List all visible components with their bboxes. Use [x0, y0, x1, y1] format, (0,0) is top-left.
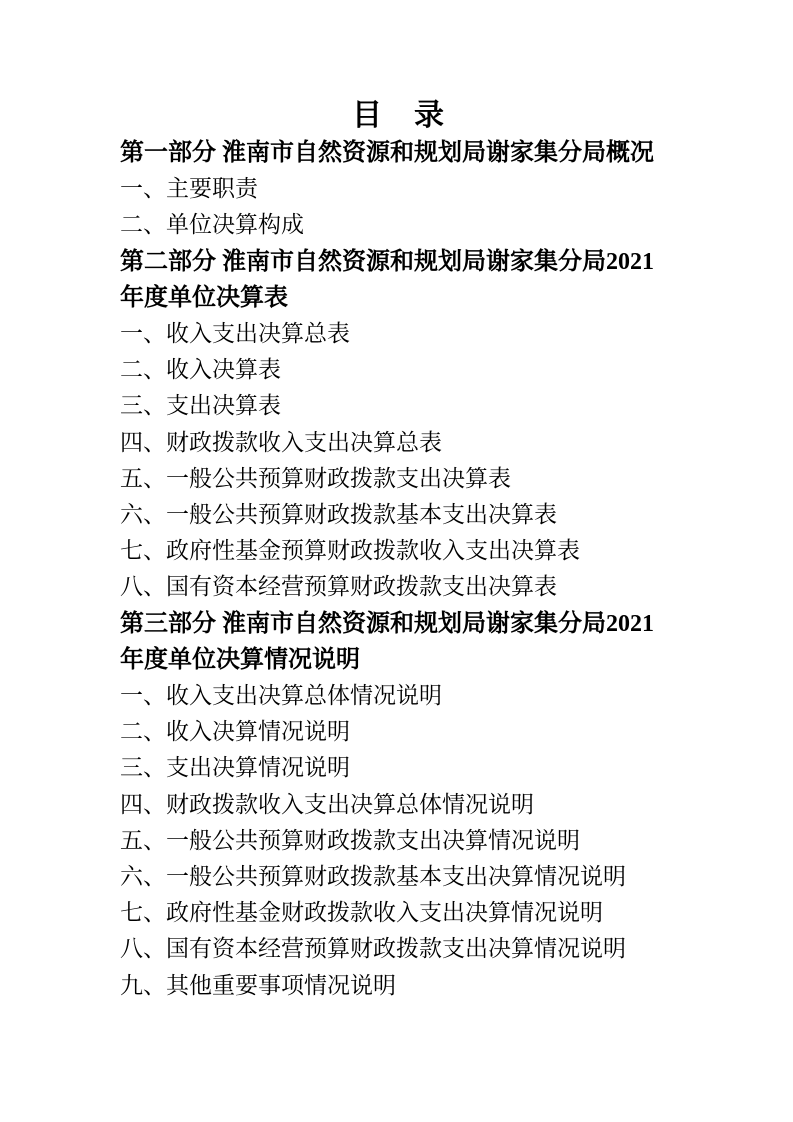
toc-item: 四、财政拨款收入支出决算总体情况说明 — [120, 791, 534, 817]
section-3-heading-line-2: 年度单位决算情况说明 — [120, 646, 360, 673]
toc-item: 八、国有资本经营预算财政拨款支出决算表 — [120, 574, 557, 600]
toc-title: 目 录 — [352, 99, 445, 132]
toc-item: 三、支出决算表 — [120, 393, 281, 419]
toc-item: 八、国有资本经营预算财政拨款支出决算情况说明 — [120, 936, 626, 962]
section-part-3 — [120, 606, 677, 1004]
section-2-heading-line-1: 第二部分 淮南市自然资源和规划局谢家集分局2021 — [120, 248, 654, 275]
toc-item: 三、支出决算情况说明 — [120, 755, 350, 781]
toc-item: 六、一般公共预算财政拨款基本支出决算情况说明 — [120, 864, 626, 890]
toc-item: 二、收入决算情况说明 — [120, 719, 350, 745]
toc-item: 五、一般公共预算财政拨款支出决算表 — [120, 465, 511, 491]
toc-item: 一、收入支出决算总表 — [120, 321, 350, 347]
section-3-heading-line-1: 第三部分 淮南市自然资源和规划局谢家集分局2021 — [120, 610, 654, 637]
section-part-1 — [120, 135, 677, 244]
toc-item: 二、单位决算构成 — [120, 212, 304, 238]
toc-item: 七、政府性基金财政拨款收入支出决算情况说明 — [120, 900, 603, 926]
toc-item: 九、其他重要事项情况说明 — [120, 972, 396, 998]
section-2-heading — [120, 244, 677, 316]
section-2-heading-line-2: 年度单位决算表 — [120, 284, 288, 311]
section-3-heading — [120, 606, 677, 678]
section-part-2 — [120, 244, 677, 606]
toc-item: 二、收入决算表 — [120, 357, 281, 383]
toc-item: 四、财政拨款收入支出决算总表 — [120, 429, 442, 455]
toc-item: 七、政府性基金预算财政拨款收入支出决算表 — [120, 538, 580, 564]
section-1-heading-line: 第一部分 淮南市自然资源和规划局谢家集分局概况 — [120, 140, 654, 166]
toc-item: 一、主要职责 — [120, 176, 258, 202]
toc-item: 五、一般公共预算财政拨款支出决算情况说明 — [120, 827, 580, 853]
toc-item: 一、收入支出决算总体情况说明 — [120, 683, 442, 709]
toc-item: 六、一般公共预算财政拨款基本支出决算表 — [120, 502, 557, 528]
section-1-heading — [120, 135, 677, 171]
